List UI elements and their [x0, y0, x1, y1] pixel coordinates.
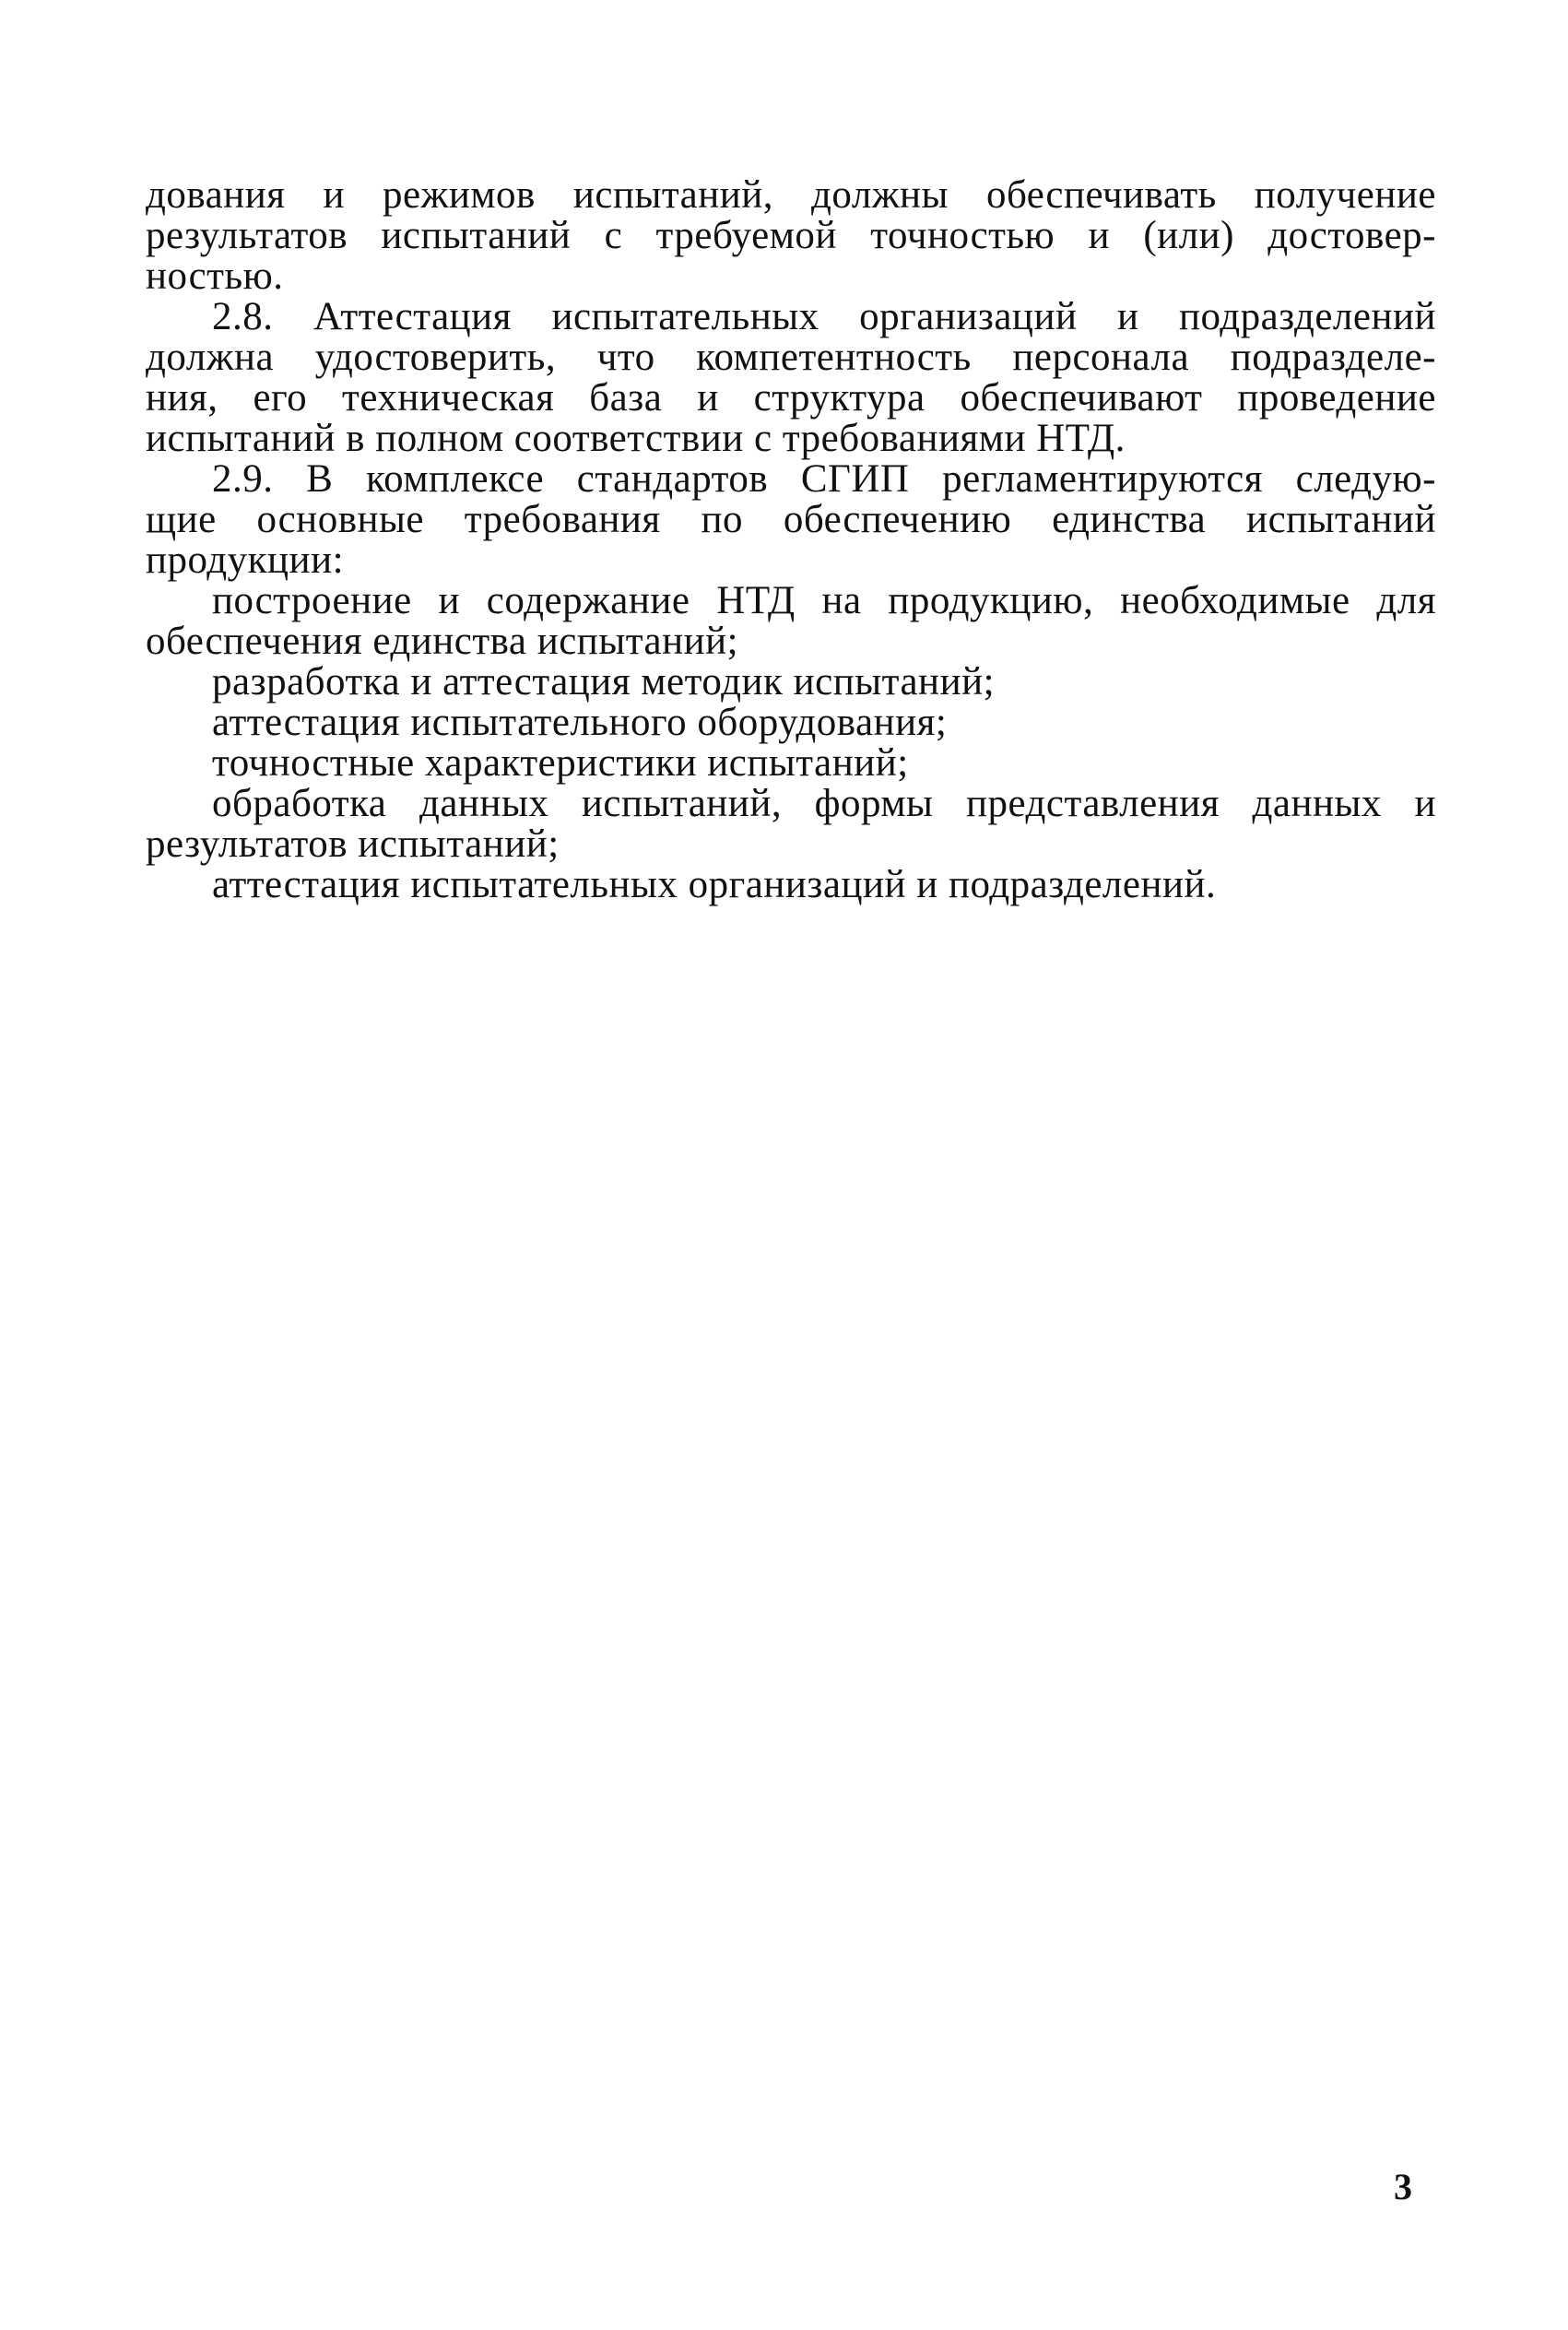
- text-line: ния, его техническая база и структура обеспечивают проведение: [146, 376, 1436, 420]
- text-line: щие основные требования по обеспечению единства испытаний: [146, 498, 1436, 541]
- text-line: результатов испытаний с требуемой точностью и (или) достовер-: [146, 214, 1436, 257]
- text-line: продукции:: [146, 538, 345, 582]
- list-item: аттестация испытательных организаций и подразделений.: [212, 863, 1217, 906]
- page-number: 3: [1394, 2166, 1412, 2207]
- text-line: обеспечения единства испытаний;: [146, 620, 739, 663]
- list-item: построение и содержание НТД на продукцию, необходимые для: [212, 579, 1436, 622]
- text-line: 2.8. Аттестация испытательных организаций и подразделений: [212, 295, 1436, 338]
- list-item: обработка данных испытаний, формы представления данных и: [212, 782, 1436, 825]
- body-text: [146, 175, 1436, 905]
- text-line: дования и режимов испытаний, должны обеспечивать получение: [146, 173, 1436, 217]
- text-line: должна удостоверить, что компетентность персонала подразделе-: [146, 336, 1436, 379]
- text-line: 2.9. В комплексе стандартов СГИП регламентируются следую-: [212, 457, 1436, 501]
- list-item: аттестация испытательного оборудования;: [212, 701, 948, 744]
- text-line: результатов испытаний;: [146, 822, 560, 866]
- text-line: испытаний в полном соответствии с требованиями НТД.: [146, 417, 1126, 460]
- list-item: точностные характеристики испытаний;: [212, 741, 909, 785]
- list-item: разработка и аттестация методик испытаний;: [212, 660, 996, 704]
- text-line: ностью.: [146, 254, 284, 298]
